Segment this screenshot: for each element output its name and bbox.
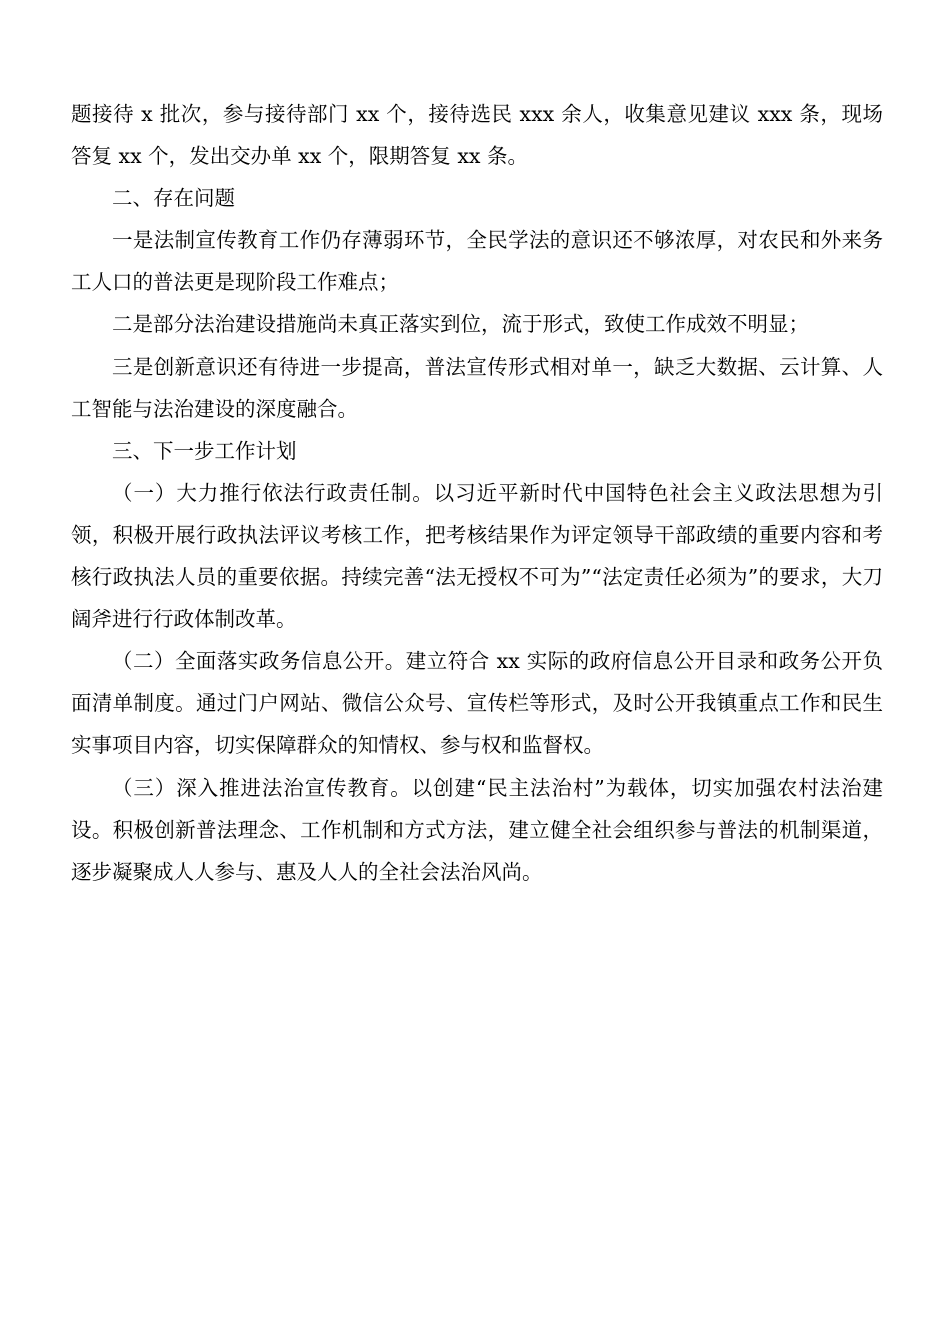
section-heading-next-steps: 三、下一步工作计划 xyxy=(112,438,297,463)
section-heading-existing-problems: 二、存在问题 xyxy=(112,186,235,211)
paragraph-problem-1: 一是法制宣传教育工作仍存薄弱环节，全民学法的意识还不够浓厚，对农民和外来务工人口的普法更是现阶段工作难点； xyxy=(71,228,883,295)
paragraph-problem-3: 三是创新意识还有待进一步提高，普法宣传形式相对单一，缺乏大数据、云计算、人工智能与法治建设的深度融合。 xyxy=(71,354,883,421)
document-page xyxy=(71,93,883,893)
paragraph-plan-2: （二）全面落实政务信息公开。建立符合 xx 实际的政府信息公开目录和政务公开负面清单制度。通过门户网站、微信公众号、宣传栏等形式，及时公开我镇重点工作和民生实事项目内容，切实保障群众的知情权、参与权和监督权。 xyxy=(71,649,883,758)
paragraph-plan-3: （三）深入推进法治宣传教育。以创建“民主法治村”为载体，切实加强农村法治建设。积极创新普法理念、工作机制和方式方法，建立健全社会组织参与普法的机制渠道，逐步凝聚成人人参与、惠及人人的全社会法治风尚。 xyxy=(71,775,883,884)
paragraph-continued-reception-stats: 题接待 x 批次，参与接待部门 xx 个，接待选民 xxx 余人，收集意见建议 xxx 条，现场答复 xx 个，发出交办单 xx 个，限期答复 xx 条。 xyxy=(71,102,883,169)
paragraph-problem-2: 二是部分法治建设措施尚未真正落实到位，流于形式，致使工作成效不明显； xyxy=(112,312,809,337)
paragraph-plan-1: （一）大力推行依法行政责任制。以习近平新时代中国特色社会主义政法思想为引领，积极开展行政执法评议考核工作，把考核结果作为评定领导干部政绩的重要内容和考核行政执法人员的重要依据。持续完善“法无授权不可为”“法定责任必须为”的要求，大刀阔斧进行行政体制改革。 xyxy=(71,480,883,632)
